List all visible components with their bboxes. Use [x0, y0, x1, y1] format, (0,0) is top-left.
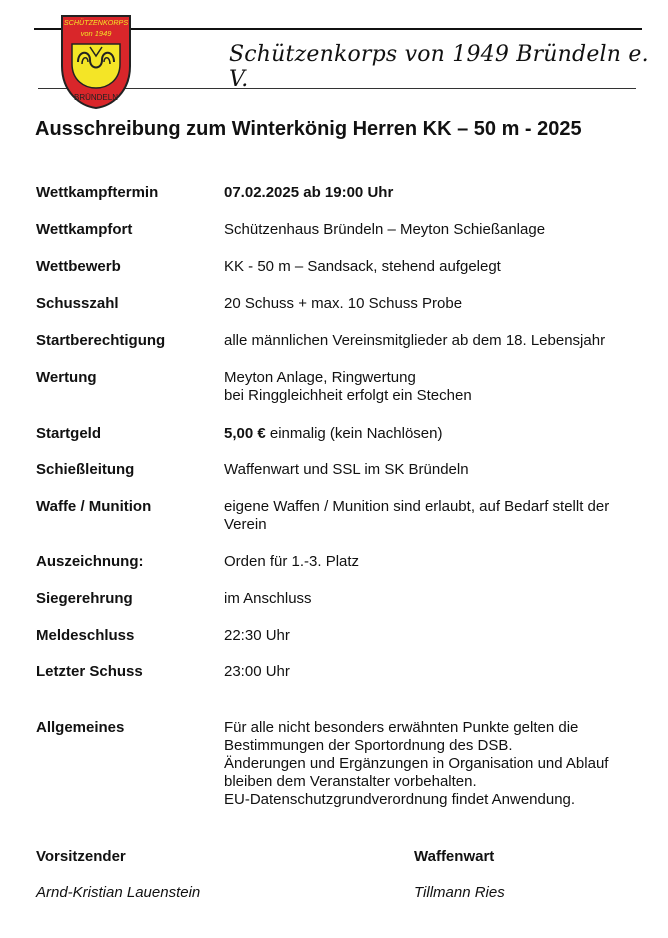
row-label: Wettbewerb: [36, 258, 121, 275]
value-line: eigene Waffen / Munition sind erlaubt, auf Bedarf stellt der: [224, 498, 610, 515]
row-value: alle männlichen Vereinsmitglieder ab dem 18. Lebensjahr: [224, 332, 606, 349]
row-label: Schießleitung: [36, 461, 135, 478]
row-value: [224, 369, 644, 405]
row-label: Siegerehrung: [36, 590, 133, 607]
signature-role-armorer: Waffenwart: [414, 848, 495, 865]
row-value: Waffenwart und SSL im SK Bründeln: [224, 461, 469, 478]
row-label: Auszeichnung:: [36, 553, 144, 570]
fee-note: einmalig (kein Nachlösen): [265, 425, 443, 442]
signature-name-armorer: Tillmann Ries: [414, 884, 505, 901]
row-value: 23:00 Uhr: [224, 663, 290, 680]
row-value: 22:30 Uhr: [224, 627, 290, 644]
row-value: [224, 498, 644, 534]
value-line: Für alle nicht besonders erwähnten Punkte gelten die: [224, 719, 579, 736]
logo-top-text: SCHÜTZENKORPS: [63, 18, 129, 27]
row-value: im Anschluss: [224, 590, 312, 607]
logo-year-text: von 1949: [80, 29, 112, 38]
row-value: 20 Schuss + max. 10 Schuss Probe: [224, 295, 463, 312]
value-line: Verein: [224, 516, 267, 533]
row-value: 07.02.2025 ab 19:00 Uhr: [224, 184, 394, 201]
row-label: Wettkampftermin: [36, 184, 159, 201]
signature-role-chairman: Vorsitzender: [36, 848, 126, 865]
logo-bottom-text: BRÜNDELN: [73, 93, 119, 102]
row-label: Schusszahl: [36, 295, 119, 312]
row-label: Meldeschluss: [36, 627, 135, 644]
row-value: Schützenhaus Bründeln – Meyton Schießanlage: [224, 221, 546, 238]
row-value: [224, 719, 644, 809]
row-value: [224, 425, 644, 443]
row-label: Letzter Schuss: [36, 663, 143, 680]
row-label: Allgemeines: [36, 719, 125, 736]
row-label: Wettkampfort: [36, 221, 133, 238]
value-line: Änderungen und Ergänzungen in Organisation und Ablauf: [224, 755, 609, 772]
club-logo: [60, 14, 132, 110]
page-title: Ausschreibung zum Winterkönig Herren KK – 50 m - 2025: [35, 118, 582, 140]
row-label: Waffe / Munition: [36, 498, 152, 515]
value-line: Bestimmungen der Sportordnung des DSB.: [224, 737, 513, 754]
value-line: bei Ringgleichheit erfolgt ein Stechen: [224, 387, 472, 404]
value-line: Meyton Anlage, Ringwertung: [224, 369, 416, 386]
value-line: bleiben dem Veranstalter vorbehalten.: [224, 773, 477, 790]
row-value: Orden für 1.-3. Platz: [224, 553, 360, 570]
row-label: Startgeld: [36, 425, 102, 442]
signature-name-chairman: Arnd-Kristian Lauenstein: [36, 884, 201, 901]
row-label: Startberechtigung: [36, 332, 166, 349]
row-label: Wertung: [36, 369, 97, 386]
fee-amount: 5,00 €: [224, 425, 266, 442]
value-line: EU-Datenschutzgrundverordnung findet Anwendung.: [224, 791, 576, 808]
row-value: KK - 50 m – Sandsack, stehend aufgelegt: [224, 258, 501, 275]
organization-name: Schützenkorps von 1949 Bründeln e. V.: [229, 42, 649, 92]
shield-icon: [60, 14, 132, 110]
